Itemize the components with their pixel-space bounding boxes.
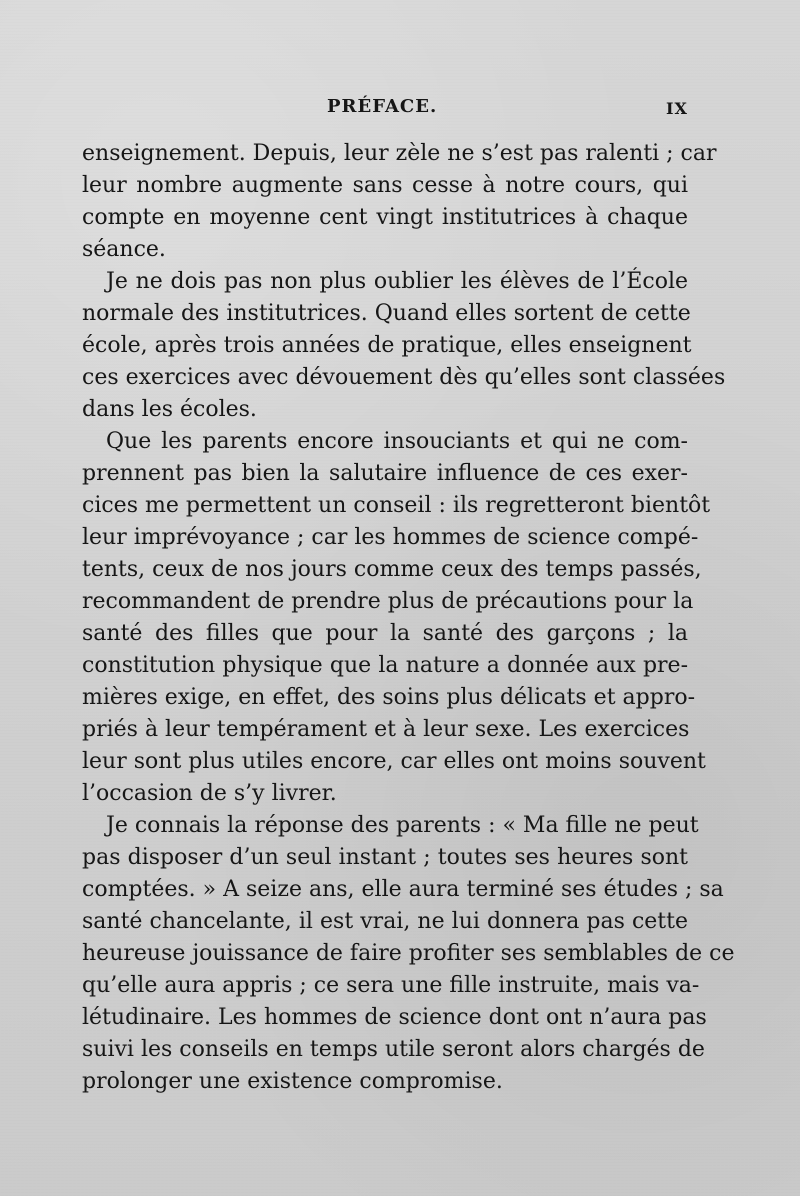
paragraph-2 xyxy=(82,266,726,426)
text-line: heureuse jouissance de faire profiter ses semblables de ce xyxy=(82,941,735,966)
text-line: qu’elle aura appris ; ce sera une fille instruite, mais va- xyxy=(82,973,700,998)
text-line: priés à leur tempérament et à leur sexe. Les exercices xyxy=(82,717,690,742)
text-line: normale des institutrices. Quand elles sortent de cette xyxy=(82,301,691,326)
running-title: PRÉFACE. xyxy=(327,96,438,117)
text-line: leur nombre augmente sans cesse à notre cours, qui xyxy=(82,173,688,198)
text-line: tents, ceux de nos jours comme ceux des temps passés, xyxy=(82,557,702,582)
text-line: mières exige, en effet, des soins plus délicats et appro- xyxy=(82,685,696,710)
text-line: ces exercices avec dévouement dès qu’elles sont classées xyxy=(82,365,726,390)
text-line: pas disposer d’un seul instant ; toutes ses heures sont xyxy=(82,845,688,870)
text-line: cices me permettent un conseil : ils regretteront bientôt xyxy=(82,493,711,518)
text-line: l’occasion de s’y livrer. xyxy=(82,781,337,806)
text-line: séance. xyxy=(82,237,166,262)
text-line: comptées. » A seize ans, elle aura terminé ses études ; sa xyxy=(82,877,724,902)
text-line: létudinaire. Les hommes de science dont ont n’aura pas xyxy=(82,1005,707,1030)
text-line: leur sont plus utiles encore, car elles ont moins souvent xyxy=(82,749,706,774)
text-line: Je ne dois pas non plus oublier les élèves de l’École xyxy=(106,269,688,294)
text-line: recommandent de prendre plus de précautions pour la xyxy=(82,589,694,614)
body-text xyxy=(82,138,735,1098)
text-line: Je connais la réponse des parents : « Ma fille ne peut xyxy=(106,813,699,838)
text-line: dans les écoles. xyxy=(82,397,257,422)
text-line: santé des filles que pour la santé des garçons ; la xyxy=(82,621,688,646)
text-line: Que les parents encore insouciants et qui ne com- xyxy=(106,429,688,454)
text-line: école, après trois années de pratique, elles enseignent xyxy=(82,333,692,358)
page-number: IX xyxy=(666,99,688,118)
text-line: enseignement. Depuis, leur zèle ne s’est pas ralenti ; car xyxy=(82,141,717,166)
paragraph-4 xyxy=(82,810,735,1098)
text-line: prennent pas bien la salutaire influence de ces exer- xyxy=(82,461,688,486)
page-header xyxy=(0,96,800,126)
paragraph-1 xyxy=(82,138,717,266)
text-line: prolonger une existence compromise. xyxy=(82,1069,503,1094)
text-line: suivi les conseils en temps utile seront alors chargés de xyxy=(82,1037,705,1062)
text-line: santé chancelante, il est vrai, ne lui donnera pas cette xyxy=(82,909,688,934)
text-line: leur imprévoyance ; car les hommes de science compé- xyxy=(82,525,699,550)
text-line: compte en moyenne cent vingt institutrices à chaque xyxy=(82,205,688,230)
text-line: constitution physique que la nature a donnée aux pre- xyxy=(82,653,688,678)
paragraph-3 xyxy=(82,426,711,810)
